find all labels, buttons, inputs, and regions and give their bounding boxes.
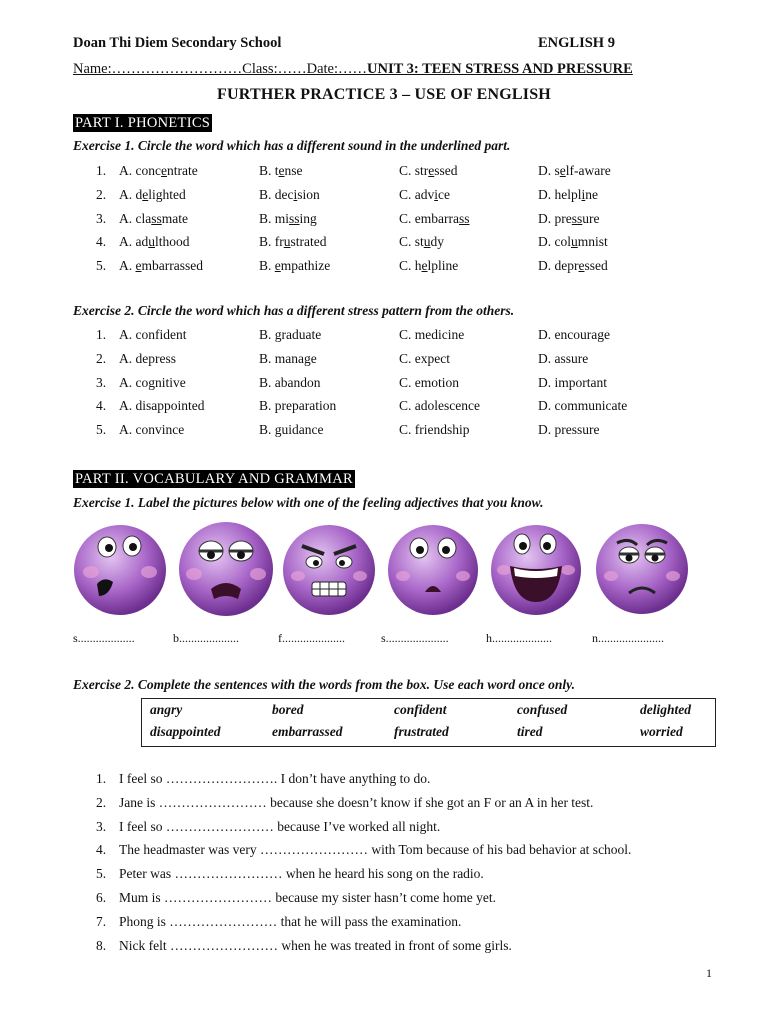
face-1-icon bbox=[71, 522, 169, 618]
box-word: tired bbox=[517, 724, 543, 739]
sentence-number: 1. bbox=[96, 771, 107, 786]
option-d[interactable]: D. encourage bbox=[538, 327, 610, 342]
underlined-part: u bbox=[423, 234, 431, 250]
underlined-part: e bbox=[135, 258, 142, 274]
option-d[interactable]: D. self-aware bbox=[538, 163, 611, 178]
word-box bbox=[141, 698, 716, 747]
underlined-part: i bbox=[293, 186, 298, 202]
underlined-part: ss bbox=[458, 210, 470, 226]
sentence-number: 5. bbox=[96, 866, 107, 882]
box-word: confident bbox=[394, 702, 447, 717]
face-3-label: f..................... bbox=[278, 631, 345, 645]
option-b[interactable]: B. tense bbox=[259, 163, 303, 178]
sentence-number: 4. bbox=[96, 842, 107, 858]
box-word: bored bbox=[272, 702, 304, 717]
option-c[interactable]: C. emotion bbox=[399, 374, 459, 390]
option-d[interactable]: D. assure bbox=[538, 350, 589, 366]
face-2-label: b.................... bbox=[173, 631, 239, 645]
underlined-part: u bbox=[283, 234, 291, 250]
option-c[interactable]: C. expect bbox=[399, 350, 450, 366]
option-a[interactable]: A. convince bbox=[119, 422, 185, 438]
part2-ex1-instruction: Exercise 1. Label the pictures below with one of the feeling adjectives that you know. bbox=[73, 495, 544, 510]
student-info-line bbox=[73, 61, 633, 78]
part1-ex1-instruction: Exercise 1. Circle the word which has a different sound in the underlined part. bbox=[73, 138, 511, 153]
sentence-text: Nick felt …………………… when he was treated in front of some girls. bbox=[119, 937, 512, 953]
sentence-text: Phong is …………………… that he will pass the examination. bbox=[119, 913, 462, 929]
face-5-icon bbox=[488, 522, 584, 618]
question-row bbox=[0, 375, 768, 393]
question-number: 3. bbox=[96, 210, 107, 226]
sentence-number: 8. bbox=[96, 937, 107, 953]
box-word: frustrated bbox=[394, 724, 449, 739]
option-b[interactable]: B. manage bbox=[259, 350, 317, 366]
question-row bbox=[0, 258, 768, 276]
option-d[interactable]: D. communicate bbox=[538, 398, 628, 414]
option-b[interactable]: B. graduate bbox=[259, 327, 322, 342]
emoticon-pictures bbox=[0, 519, 768, 629]
option-d[interactable]: D. pressure bbox=[538, 422, 600, 438]
question-number: 5. bbox=[96, 258, 107, 274]
face-5-label: h.................... bbox=[486, 631, 552, 645]
subject-label: ENGLISH 9 bbox=[538, 35, 615, 51]
option-c[interactable]: C. helpline bbox=[399, 258, 459, 274]
option-c[interactable]: C. stressed bbox=[399, 163, 458, 178]
option-b[interactable]: B. empathize bbox=[259, 258, 331, 274]
school-name: Doan Thi Diem Secondary School bbox=[73, 35, 282, 51]
underlined-part: ss bbox=[289, 210, 300, 226]
option-b[interactable]: B. decision bbox=[259, 186, 320, 202]
face-4-label: s..................... bbox=[381, 631, 449, 645]
question-number: 4. bbox=[96, 398, 107, 414]
option-c[interactable]: C. medicine bbox=[399, 327, 465, 342]
face-1-label: s................... bbox=[73, 631, 135, 645]
box-word: angry bbox=[150, 702, 183, 717]
part-1-heading: PART I. PHONETICS bbox=[75, 115, 211, 131]
face-3-icon bbox=[280, 522, 378, 618]
underlined-part: e bbox=[578, 258, 585, 274]
unit-title: UNIT 3: TEEN STRESS AND PRESSURE bbox=[367, 61, 633, 77]
option-c[interactable]: C. advice bbox=[399, 186, 450, 202]
question-row bbox=[0, 187, 768, 205]
page-title: FURTHER PRACTICE 3 – USE OF ENGLISH bbox=[217, 86, 551, 103]
underlined-part: ss bbox=[571, 210, 583, 226]
underlined-part: i bbox=[581, 186, 586, 202]
box-word: worried bbox=[640, 724, 683, 739]
face-6-icon bbox=[593, 521, 691, 617]
question-row bbox=[0, 351, 768, 369]
question-number: 4. bbox=[96, 234, 107, 250]
question-row bbox=[0, 422, 768, 440]
option-b[interactable]: B. abandon bbox=[259, 374, 321, 390]
underlined-part: i bbox=[434, 186, 439, 202]
option-a[interactable]: A. cognitive bbox=[119, 374, 186, 390]
underlined-part: e bbox=[160, 163, 167, 178]
option-d[interactable]: D. columnist bbox=[538, 234, 608, 250]
box-word: confused bbox=[517, 702, 568, 717]
question-row bbox=[0, 163, 768, 181]
question-number: 2. bbox=[96, 350, 107, 366]
face-2-icon bbox=[176, 519, 276, 619]
option-a[interactable]: A. adulthood bbox=[119, 234, 190, 250]
sentence-text: Mum is …………………… because my sister hasn’t come home yet. bbox=[119, 890, 496, 905]
option-c[interactable]: C. adolescence bbox=[399, 398, 480, 414]
page-number: 1 bbox=[706, 966, 712, 980]
underlined-part: e bbox=[274, 258, 281, 274]
option-a[interactable]: A. delighted bbox=[119, 186, 186, 202]
sentence-number: 2. bbox=[96, 794, 107, 810]
sentence-text: Peter was …………………… when he heard his song on the radio. bbox=[119, 866, 484, 882]
option-a[interactable]: A. disappointed bbox=[119, 398, 205, 414]
sentence-text: The headmaster was very …………………… with Tom because of his bad behavior at school. bbox=[119, 842, 632, 858]
option-a[interactable]: A. concentrate bbox=[119, 163, 198, 178]
question-row bbox=[0, 211, 768, 229]
sentence-number: 7. bbox=[96, 913, 107, 929]
underlined-part: u bbox=[571, 234, 578, 250]
option-d[interactable]: D. pressure bbox=[538, 210, 600, 226]
sentence-text: I feel so ……………………. I don’t have anything to do. bbox=[119, 771, 431, 786]
question-number: 3. bbox=[96, 374, 107, 390]
option-d[interactable]: D. important bbox=[538, 374, 607, 390]
option-a[interactable]: A. confident bbox=[119, 327, 187, 342]
underlined-part: e bbox=[142, 186, 149, 202]
sentence-text: Jane is …………………… because she doesn’t know if she got an F or an A in her test. bbox=[119, 794, 594, 810]
part1-ex2-instruction: Exercise 2. Circle the word which has a different stress pattern from the others. bbox=[73, 303, 515, 318]
underlined-part: e bbox=[559, 163, 566, 178]
part-2-heading: PART II. VOCABULARY AND GRAMMAR bbox=[75, 471, 353, 487]
box-word: disappointed bbox=[150, 724, 221, 739]
option-d[interactable]: D. helpline bbox=[538, 186, 599, 202]
question-number: 1. bbox=[96, 327, 107, 342]
question-number: 2. bbox=[96, 186, 107, 202]
sentence-number: 6. bbox=[96, 890, 107, 905]
box-word: embarrassed bbox=[272, 724, 343, 739]
box-word: delighted bbox=[640, 702, 691, 717]
sentence-number: 3. bbox=[96, 818, 107, 834]
option-b[interactable]: B. frustrated bbox=[259, 234, 327, 250]
option-a[interactable]: A. depress bbox=[119, 350, 176, 366]
option-b[interactable]: B. missing bbox=[259, 210, 317, 226]
part2-ex2-instruction: Exercise 2. Complete the sentences with the words from the box. Use each word once only. bbox=[73, 677, 575, 692]
question-row bbox=[0, 398, 768, 416]
question-row bbox=[0, 327, 768, 345]
sentence-text: I feel so …………………… because I’ve worked all night. bbox=[119, 818, 441, 834]
underlined-part: u bbox=[148, 234, 155, 250]
option-b[interactable]: B. guidance bbox=[259, 422, 324, 438]
option-a[interactable]: A. classmate bbox=[119, 210, 188, 226]
underlined-part: e bbox=[421, 258, 428, 274]
option-c[interactable]: C. embarrass bbox=[399, 210, 470, 226]
question-number: 1. bbox=[96, 163, 107, 178]
option-c[interactable]: C. study bbox=[399, 234, 445, 250]
question-number: 5. bbox=[96, 422, 107, 438]
underlined-part: ss bbox=[151, 210, 162, 226]
underlined-part: e bbox=[278, 163, 285, 178]
question-row bbox=[0, 234, 768, 252]
option-a[interactable]: A. embarrassed bbox=[119, 258, 203, 274]
option-c[interactable]: C. friendship bbox=[399, 422, 470, 438]
face-6-label: n...................... bbox=[592, 631, 664, 645]
underlined-part: e bbox=[428, 163, 435, 178]
option-d[interactable]: D. depressed bbox=[538, 258, 608, 274]
face-4-icon bbox=[385, 522, 481, 618]
option-b[interactable]: B. preparation bbox=[259, 398, 337, 414]
name-class-date: Name:………………………Class:……Date:…… bbox=[73, 61, 368, 77]
